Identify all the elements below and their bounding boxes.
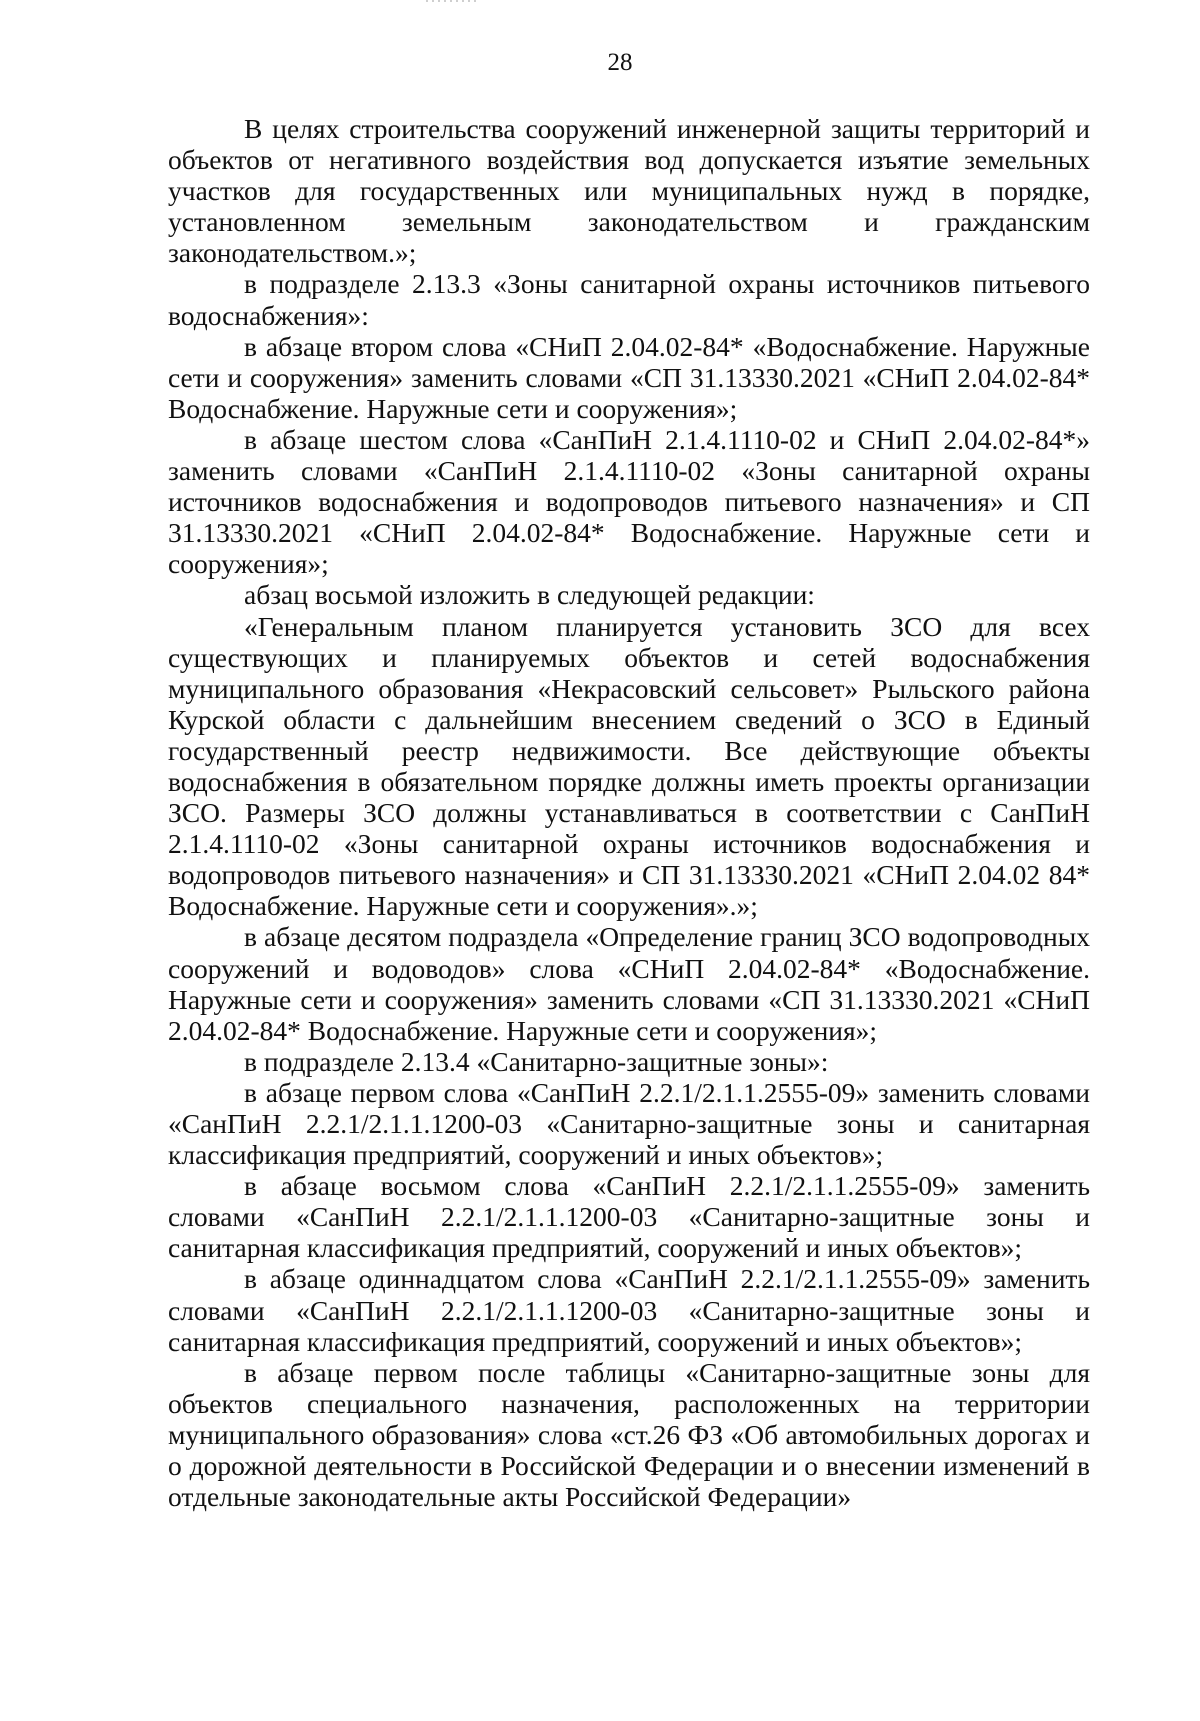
- page-number: 28: [607, 49, 633, 76]
- paragraph-1: В целях строительства сооружений инженерной защиты территорий и объектов от негативного воздействия вод допускается изъятие земельных участков для государственных или муниципальных нужд в порядке, установленном земельным законодательством и гражданским законодательством.»;: [168, 113, 1090, 269]
- document-body: [168, 113, 1090, 1512]
- scan-artifact: [426, 0, 478, 2]
- paragraph-12: в абзаце первом после таблицы «Санитарно-защитные зоны для объектов специального назначения, расположенных на территории муниципального образования» слова «ст.26 ФЗ «Об автомобильных дорогах и о дорожной деятельности в Российской Федерации и о внесении изменений в отдельные законодательные акты Российской Федерации»: [168, 1356, 1090, 1513]
- paragraph-3: в абзаце втором слова «СНиП 2.04.02-84* «Водоснабжение. Наружные сети и сооружения» заменить словами «СП 31.13330.2021 «СНиП 2.04.02-84* Водоснабжение. Наружные сети и сооружения»;: [168, 330, 1090, 424]
- paragraph-5: абзац восьмой изложить в следующей редакции:: [244, 579, 815, 611]
- paragraph-2: в подразделе 2.13.3 «Зоны санитарной охраны источников питьевого водоснабжения»:: [168, 268, 1090, 331]
- paragraph-10: в абзаце восьмом слова «СанПиН 2.2.1/2.1.1.2555-09» заменить словами «СанПиН 2.2.1/2.1.1.1200-03 «Санитарно-защитные зоны и санитарная классификация предприятий, сооружений и иных объектов»;: [168, 1170, 1090, 1264]
- paragraph-7: в абзаце десятом подраздела «Определение границ ЗСО водопроводных сооружений и водоводов» слова «СНиП 2.04.02-84* «Водоснабжение. Наружные сети и сооружения» заменить словами «СП 31.13330.2021 «СНиП 2.04.02-84* Водоснабжение. Наружные сети и сооружения»;: [168, 921, 1090, 1046]
- paragraph-8: в подразделе 2.13.4 «Санитарно-защитные зоны»:: [244, 1045, 829, 1077]
- paragraph-9: в абзаце первом слова «СанПиН 2.2.1/2.1.1.2555-09» заменить словами «СанПиН 2.2.1/2.1.1.1200-03 «Санитарно-защитные зоны и санитарная классификация предприятий, сооружений и иных объектов»;: [168, 1076, 1090, 1171]
- paragraph-11: в абзаце одиннадцатом слова «СанПиН 2.2.1/2.1.1.2555-09» заменить словами «СанПиН 2.2.1/2.1.1.1200-03 «Санитарно-защитные зоны и санитарная классификация предприятий, сооружений и иных объектов»;: [168, 1263, 1090, 1357]
- paragraph-4: в абзаце шестом слова «СанПиН 2.1.4.1110-02 и СНиП 2.04.02-84*» заменить словами «СанПиН 2.1.4.1110-02 «Зоны санитарной охраны источников водоснабжения и водопроводов питьевого назначения» и СП 31.13330.2021 «СНиП 2.04.02-84* Водоснабжение. Наружные сети и сооружения»;: [168, 423, 1090, 580]
- paragraph-6: «Генеральным планом планируется установить ЗСО для всех существующих и планируемых объектов и сетей водоснабжения муниципального образования «Некрасовский сельсовет» Рыльского района Курской области с дальнейшим внесением сведений о ЗСО в Единый государственный реестр недвижимости. Все действующие объекты водоснабжения в обязательном порядке должны иметь проекты организации ЗСО. Размеры ЗСО должны устанавливаться в соответствии с СанПиН 2.1.4.1110-02 «Зоны санитарной охраны источников водоснабжения и водопроводов питьевого назначения» и СП 31.13330.2021 «СНиП 2.04.02 84* Водоснабжение. Наружные сети и сооружения».»;: [168, 610, 1090, 922]
